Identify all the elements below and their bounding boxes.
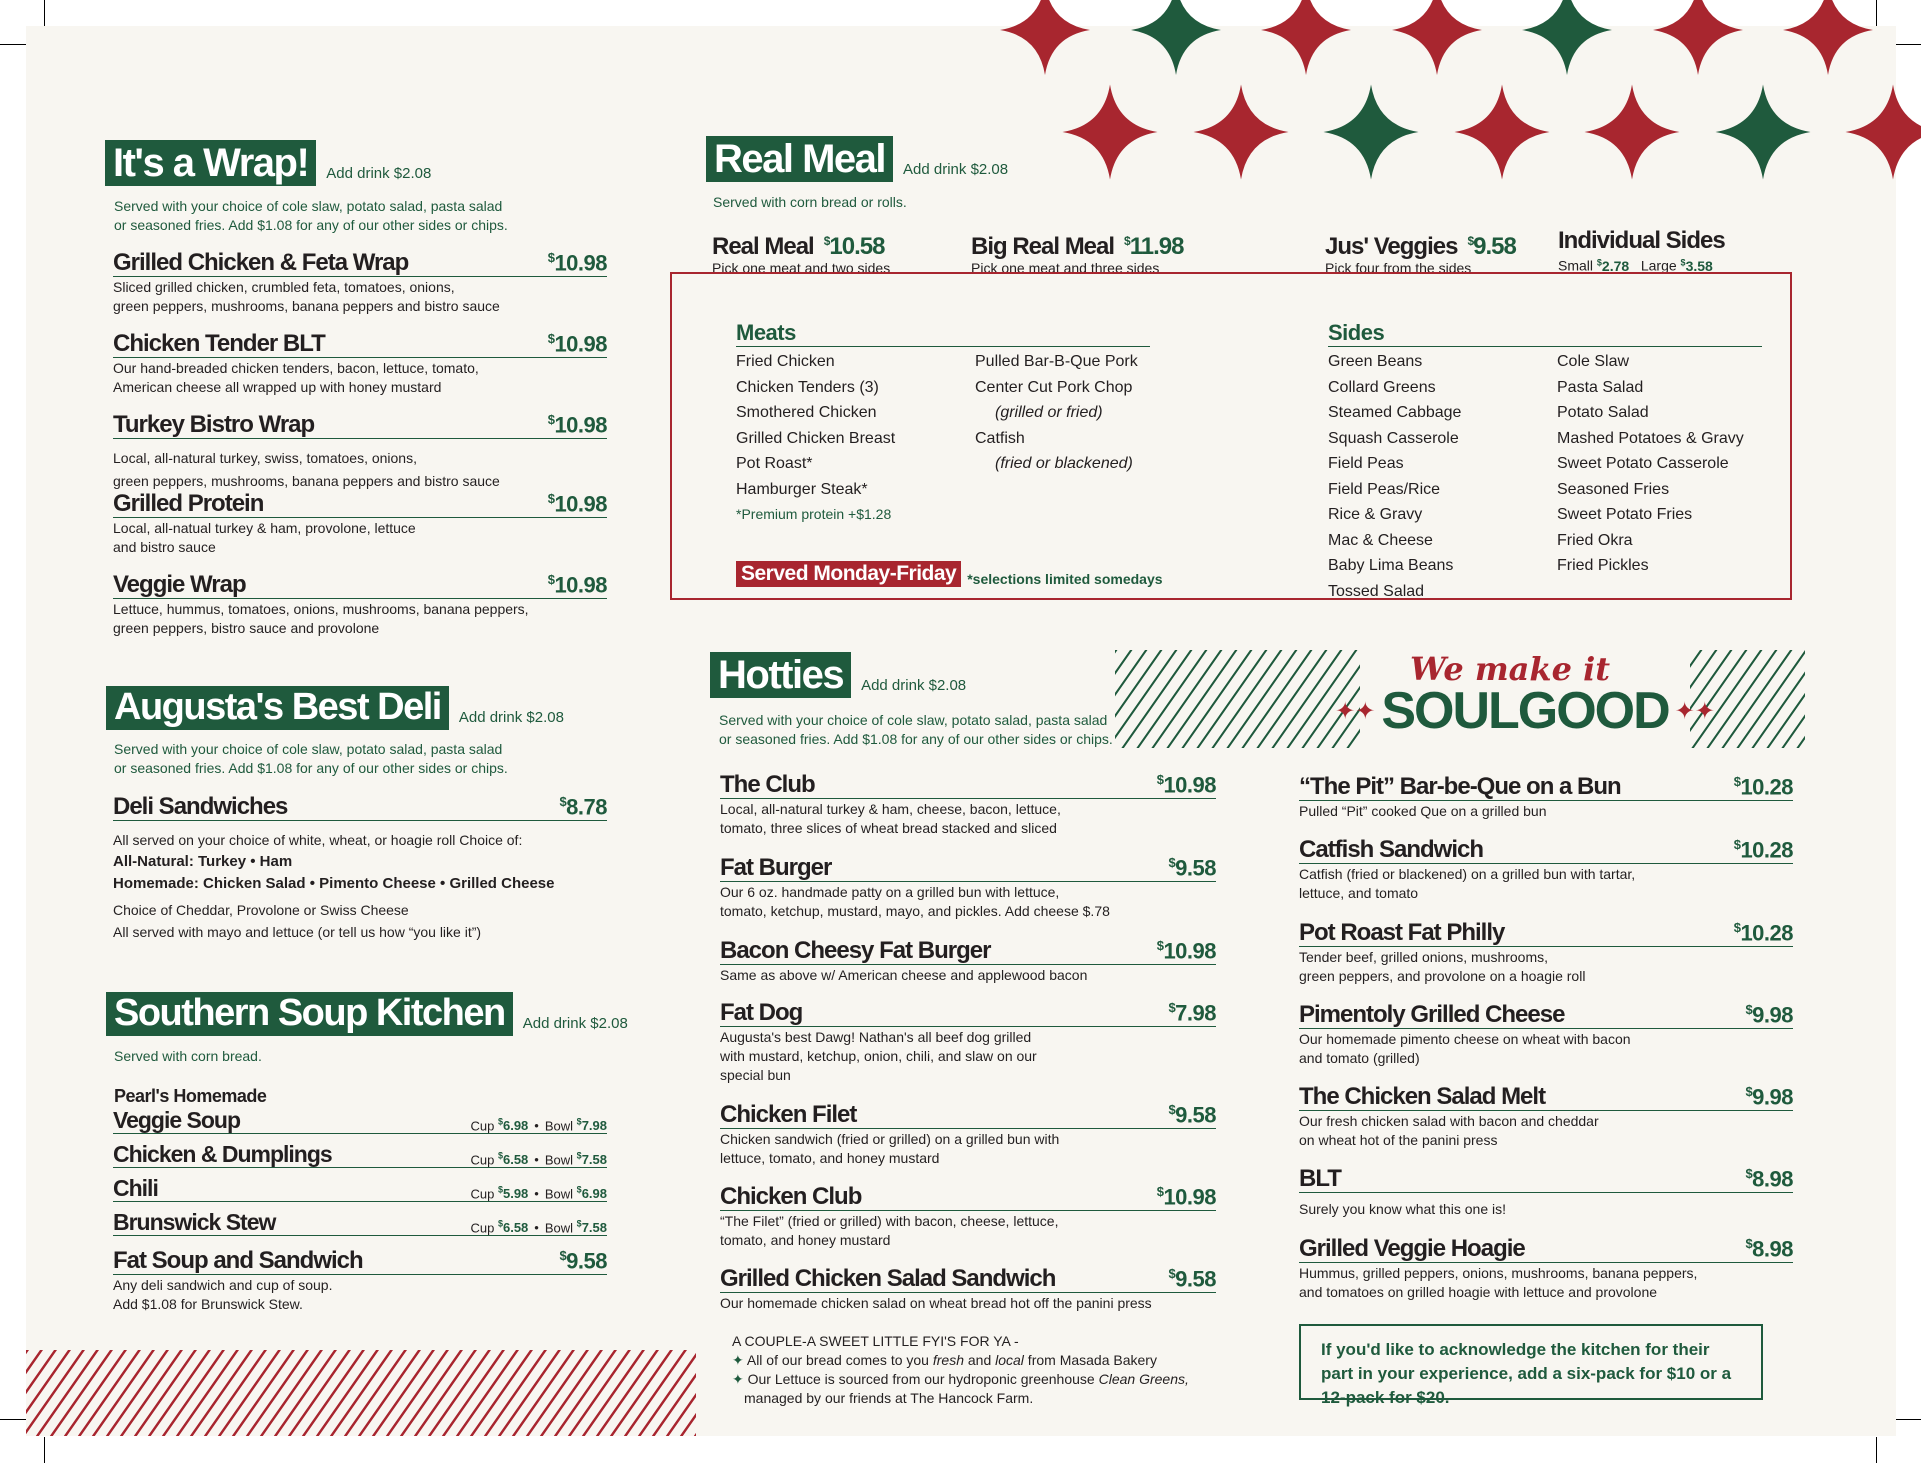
item-desc: Sliced grilled chicken, crumbled feta, tomatoes, onions, green peppers, mushrooms, banana peppers and bistro sauce <box>113 279 500 315</box>
item-desc: Local, all-natural turkey, swiss, tomatoes, onions, green peppers, mushrooms, banana peppers and bistro sauce <box>113 450 500 490</box>
list-item: Steamed Cabbage <box>1328 404 1462 421</box>
item-price: $8.98 <box>1745 1236 1793 1262</box>
item-name: BLT <box>1299 1165 1341 1193</box>
meal-price: $9.58 <box>1467 233 1516 260</box>
add-drink: Add drink $2.08 <box>861 677 967 694</box>
list-item: Seasoned Fries <box>1557 480 1670 498</box>
meats-list <box>736 349 895 528</box>
wrap-note <box>114 197 508 235</box>
star-icon <box>1131 0 1221 75</box>
list-item: Catfish <box>975 429 1025 447</box>
menu-item <box>1299 1084 1793 1150</box>
star-icon <box>1846 85 1921 180</box>
star-icon <box>1716 85 1811 180</box>
meats-list <box>975 349 1138 477</box>
item-name: Turkey Bistro Wrap <box>113 411 315 439</box>
item-desc: Our fresh chicken salad with bacon and cheddar on wheat hot of the panini press <box>1299 1113 1599 1149</box>
fyi-bullet: ✦ All of our bread comes to you fresh and local from Masada Bakery <box>732 1352 1157 1368</box>
premium-note: *Premium protein +$1.28 <box>736 506 892 522</box>
soup-title: Southern Soup Kitchen <box>106 992 513 1036</box>
list-item: Green Beans <box>1328 353 1423 370</box>
menu-item <box>1299 774 1793 821</box>
menu-item <box>720 1000 1216 1085</box>
item-name: Fat Burger <box>720 854 832 882</box>
menu-item <box>113 412 607 493</box>
star-icon: ✦✦ <box>1674 697 1715 725</box>
deli-header <box>106 686 564 730</box>
item-price: $8.78 <box>559 794 607 820</box>
desc-line: Homemade: Chicken Salad • Pimento Cheese • Grilled Cheese <box>113 875 555 893</box>
list-item: Pot Roast* <box>736 455 813 472</box>
item-price: $9.58 <box>1168 1266 1216 1292</box>
item-name: Chicken Club <box>720 1183 862 1211</box>
menu-item <box>720 772 1216 838</box>
list-item: Pasta Salad <box>1557 378 1644 396</box>
crop-mark <box>1895 1419 1921 1420</box>
item-price: $9.58 <box>559 1248 607 1274</box>
star-icon <box>1000 0 1090 75</box>
menu-item <box>720 1102 1216 1168</box>
menu-item <box>720 1184 1216 1250</box>
list-item: Fried Okra <box>1557 531 1633 549</box>
soup-name: Brunswick Stew <box>113 1209 276 1235</box>
item-name: Grilled Chicken Salad Sandwich <box>720 1265 1056 1293</box>
cup-bowl-price: Cup $5.98 • Bowl $6.98 <box>470 1184 607 1201</box>
add-drink: Add drink $2.08 <box>522 1014 628 1032</box>
realmeal-note: Served with corn bread or rolls. <box>713 194 907 210</box>
item-desc: Catfish (fried or blackened) on a grilled bun with tartar, lettuce, and tomato <box>1299 866 1636 902</box>
served-banner <box>736 561 1163 587</box>
item-name: Pimentoly Grilled Cheese <box>1299 1001 1565 1029</box>
menu-item <box>720 1266 1216 1313</box>
note-line: or seasoned fries. Add $1.08 for any of our other sides or chips. <box>114 760 508 776</box>
list-item: Hamburger Steak* <box>736 480 868 498</box>
item-desc <box>113 829 607 943</box>
soup-name: Chili <box>113 1175 158 1201</box>
list-item: Potato Salad <box>1557 404 1649 421</box>
meal-name: Big Real Meal <box>971 233 1115 260</box>
list-item: Field Peas/Rice <box>1328 480 1441 498</box>
wrap-title: It's a Wrap! <box>105 140 316 186</box>
individual-sides <box>1558 228 1725 275</box>
menu-item <box>113 1248 607 1314</box>
realmeal-header <box>706 136 1008 182</box>
fyi-bullet: ✦ Our Lettuce is sourced from our hydroponic greenhouse Clean Greens, <box>732 1371 1189 1387</box>
item-desc: Same as above w/ American cheese and applewood bacon <box>720 967 1088 984</box>
menu-item <box>720 938 1216 985</box>
item-name: Deli Sandwiches <box>113 793 288 821</box>
item-price: $7.98 <box>1168 1000 1216 1026</box>
item-desc: Our 6 oz. handmade patty on a grilled bun with lettuce, tomato, ketchup, mustard, mayo, and pickles. Add cheese $.78 <box>720 884 1110 920</box>
crop-mark <box>44 0 45 26</box>
list-item: Center Cut Pork Chop <box>975 378 1133 396</box>
list-item: Fried Chicken <box>736 353 835 370</box>
menu-item <box>1299 1236 1793 1302</box>
item-desc: Chicken sandwich (fried or grilled) on a grilled bun with lettuce, tomato, and honey mustard <box>720 1131 1060 1167</box>
menu-item <box>1299 920 1793 986</box>
desc-line: All served with mayo and lettuce (or tell us how “you like it”) <box>113 924 482 941</box>
meal-price: $10.58 <box>823 233 885 260</box>
item-desc: Surely you know what this one is! <box>1299 1201 1506 1218</box>
crop-mark <box>0 44 26 45</box>
soup-row <box>113 1108 607 1134</box>
star-icon <box>1455 85 1550 180</box>
cup-bowl-price: Cup $6.58 • Bowl $7.58 <box>470 1150 607 1167</box>
soulgood-badge <box>1335 650 1715 740</box>
item-price: $10.98 <box>547 491 607 517</box>
list-item: Mac & Cheese <box>1328 531 1433 549</box>
star-icon <box>1522 0 1612 75</box>
deli-title: Augusta's Best Deli <box>106 686 449 730</box>
star-icon <box>1783 0 1873 75</box>
meal-name: Jus' Veggies <box>1325 233 1458 260</box>
menu-item <box>1299 837 1793 903</box>
item-price: $10.98 <box>547 572 607 598</box>
list-item: Fried Pickles <box>1557 557 1649 574</box>
fyi-bullet-cont: managed by our friends at The Hancock Farm. <box>744 1390 1034 1406</box>
list-item: Collard Greens <box>1328 378 1436 396</box>
list-item: Smothered Chicken <box>736 404 877 421</box>
add-drink: Add drink $2.08 <box>326 165 432 182</box>
crop-mark <box>44 1437 45 1463</box>
item-price: $10.98 <box>1156 772 1216 798</box>
menu-item <box>1299 1166 1793 1219</box>
meal-option <box>971 228 1183 277</box>
realmeal-title: Real Meal <box>706 136 893 182</box>
soup-row <box>113 1142 607 1168</box>
meal-name: Real Meal <box>712 233 814 260</box>
item-desc: Tender beef, grilled onions, mushrooms, green peppers, and provolone on a hoagie roll <box>1299 949 1586 985</box>
add-drink: Add drink $2.08 <box>458 708 564 726</box>
item-name: Grilled Veggie Hoagie <box>1299 1235 1525 1263</box>
list-item: Cole Slaw <box>1557 353 1630 370</box>
star-pattern <box>980 0 1921 200</box>
list-item: Sweet Potato Casserole <box>1557 455 1729 472</box>
item-price: $10.98 <box>547 331 607 357</box>
list-item: (fried or blackened) <box>995 455 1133 472</box>
list-item: Pulled Bar-B-Que Pork <box>975 353 1138 370</box>
list-item: Grilled Chicken Breast <box>736 429 896 447</box>
item-price: $10.28 <box>1733 774 1793 800</box>
soup-note: Served with corn bread. <box>114 1048 262 1064</box>
soup-header <box>106 992 628 1036</box>
item-name: Fat Dog <box>720 999 803 1027</box>
list-item: Mashed Potatoes & Gravy <box>1557 429 1744 447</box>
wrap-header <box>105 140 431 186</box>
item-desc: Lettuce, hummus, tomatoes, onions, mushrooms, banana peppers, green peppers, bistro sauce and provolone <box>113 601 529 637</box>
badge-big: SOULGOOD <box>1381 682 1669 740</box>
item-desc: Our hand-breaded chicken tenders, bacon, lettuce, tomato, American cheese all wrapped up with honey mustard <box>113 360 479 396</box>
meal-name: Individual Sides <box>1558 227 1725 254</box>
item-desc: “The Filet” (fried or grilled) with bacon, cheese, lettuce, tomato, and honey mustard <box>720 1213 1059 1249</box>
list-item: Tossed Salad <box>1328 582 1425 600</box>
note-line: Served with your choice of cole slaw, potato salad, pasta salad <box>114 198 503 214</box>
hotties-title: Hotties <box>710 652 851 698</box>
item-name: Catfish Sandwich <box>1299 836 1484 864</box>
hotties-note <box>719 711 1113 749</box>
meal-price: $11.98 <box>1124 233 1184 260</box>
menu-item <box>113 794 607 943</box>
crop-mark <box>0 1419 26 1420</box>
cup-bowl-price: Cup $6.58 • Bowl $7.58 <box>470 1218 607 1235</box>
desc-line: All-Natural: Turkey • Ham <box>113 853 293 871</box>
list-item: Baby Lima Beans <box>1328 557 1454 574</box>
star-icon <box>1063 85 1158 180</box>
item-price: $10.28 <box>1733 920 1793 946</box>
hotties-header <box>710 652 966 698</box>
list-item: (grilled or fried) <box>995 404 1103 421</box>
item-name: “The Pit” Bar-be-Que on a Bun <box>1299 773 1621 801</box>
item-name: Chicken Filet <box>720 1101 857 1129</box>
fyi-notes <box>732 1332 1192 1408</box>
meal-sub: Small $2.78 Large $3.58 <box>1558 257 1713 274</box>
soup-name: Chicken & Dumplings <box>113 1141 332 1167</box>
list-item: Squash Casserole <box>1328 429 1459 447</box>
item-name: The Chicken Salad Melt <box>1299 1083 1546 1111</box>
soup-name: Veggie Soup <box>113 1107 241 1133</box>
star-icon <box>1392 0 1482 75</box>
badge-row <box>1335 682 1715 740</box>
item-price: $10.98 <box>1156 938 1216 964</box>
menu-item <box>113 331 607 397</box>
note-line: Served with your choice of cole slaw, potato salad, pasta salad <box>719 712 1108 728</box>
meal-sub: Pick one meat and three sides <box>971 260 1160 276</box>
item-name: The Club <box>720 771 815 799</box>
meal-sub: Pick four from the sides <box>1325 260 1472 276</box>
list-item: Rice & Gravy <box>1328 506 1423 523</box>
served-days: Served Monday-Friday <box>736 561 961 587</box>
item-name: Fat Soup and Sandwich <box>113 1247 363 1275</box>
item-price: $8.98 <box>1745 1166 1793 1192</box>
item-desc: Pulled “Pit” cooked Que on a grilled bun <box>1299 803 1547 820</box>
hatch-decoration <box>26 1350 696 1436</box>
list-item: Field Peas <box>1328 455 1404 472</box>
item-desc: Local, all-natural turkey & ham, cheese, bacon, lettuce, tomato, three slices of wheat bread stacked and sliced <box>720 801 1061 837</box>
star-icon <box>1261 0 1351 75</box>
item-price: $10.28 <box>1733 837 1793 863</box>
item-desc: Augusta's best Dawg! Nathan's all beef dog grilled with mustard, ketchup, onion, chili, and slaw on our special bun <box>720 1029 1037 1084</box>
star-icon <box>1653 0 1743 75</box>
item-price: $9.58 <box>1168 855 1216 881</box>
item-price: $10.98 <box>1156 1184 1216 1210</box>
menu-item <box>113 250 607 316</box>
star-icon: ✦✦ <box>1335 697 1376 725</box>
item-name: Veggie Wrap <box>113 571 246 599</box>
item-name: Grilled Protein <box>113 490 264 518</box>
item-desc: Our homemade pimento cheese on wheat with bacon and tomato (grilled) <box>1299 1031 1631 1067</box>
item-desc: Local, all-natual turkey & ham, provolone, lettuce and bistro sauce <box>113 520 416 556</box>
menu-item <box>1299 1002 1793 1068</box>
desc-line: Choice of Cheddar, Provolone or Swiss Cheese <box>113 902 409 919</box>
badge-script: We make it <box>1409 650 1611 688</box>
kitchen-tip-box: If you'd like to acknowledge the kitchen for their part in your experience, add a six-pack for $10 or a 12-pack for $20. <box>1299 1324 1763 1400</box>
item-desc: Hummus, grilled peppers, onions, mushrooms, banana peppers, and tomatoes on grilled hoagie with lettuce and provolone <box>1299 1265 1698 1301</box>
limited-note: *selections limited somedays <box>967 571 1163 587</box>
item-price: $9.58 <box>1168 1102 1216 1128</box>
soup-prefix: Pearl's Homemade <box>114 1086 267 1106</box>
item-price: $9.98 <box>1745 1002 1793 1028</box>
sides-list <box>1328 349 1461 604</box>
star-icon <box>1194 85 1289 180</box>
meal-sub: Pick one meat and two sides <box>712 260 891 276</box>
menu-item <box>720 855 1216 921</box>
star-icon <box>1585 85 1680 180</box>
menu-item <box>113 491 607 557</box>
soup-row <box>113 1176 607 1202</box>
deli-note <box>114 740 508 778</box>
meal-option <box>1325 228 1516 277</box>
meal-option <box>712 228 890 277</box>
note-line: Served with your choice of cole slaw, potato salad, pasta salad <box>114 741 503 757</box>
desc-line: All served on your choice of white, wheat, or hoagie roll Choice of: <box>113 832 523 849</box>
item-desc: Any deli sandwich and cup of soup. Add $1.08 for Brunswick Stew. <box>113 1277 333 1313</box>
list-item: Sweet Potato Fries <box>1557 506 1693 523</box>
item-desc: Our homemade chicken salad on wheat bread hot off the panini press <box>720 1295 1152 1312</box>
item-name: Chicken Tender BLT <box>113 330 325 358</box>
soup-row <box>113 1210 607 1236</box>
meats-heading: Meats <box>736 320 1150 347</box>
item-name: Bacon Cheesy Fat Burger <box>720 937 991 965</box>
menu-item <box>113 572 607 638</box>
note-line: or seasoned fries. Add $1.08 for any of our other sides or chips. <box>719 731 1113 747</box>
item-name: Grilled Chicken & Feta Wrap <box>113 249 409 277</box>
item-price: $10.98 <box>547 412 607 438</box>
note-line: or seasoned fries. Add $1.08 for any of our other sides or chips. <box>114 217 508 233</box>
item-name: Pot Roast Fat Philly <box>1299 919 1505 947</box>
cup-bowl-price: Cup $6.98 • Bowl $7.98 <box>470 1116 607 1133</box>
list-item: Chicken Tenders (3) <box>736 378 879 396</box>
sides-heading: Sides <box>1328 320 1762 347</box>
item-price: $10.98 <box>547 250 607 276</box>
add-drink: Add drink $2.08 <box>903 161 1009 178</box>
fyi-heading: A COUPLE-A SWEET LITTLE FYI'S FOR YA - <box>732 1333 1019 1349</box>
star-icon <box>1324 85 1419 180</box>
item-price: $9.98 <box>1745 1084 1793 1110</box>
crop-mark <box>1876 1437 1877 1463</box>
sides-list <box>1557 349 1744 579</box>
